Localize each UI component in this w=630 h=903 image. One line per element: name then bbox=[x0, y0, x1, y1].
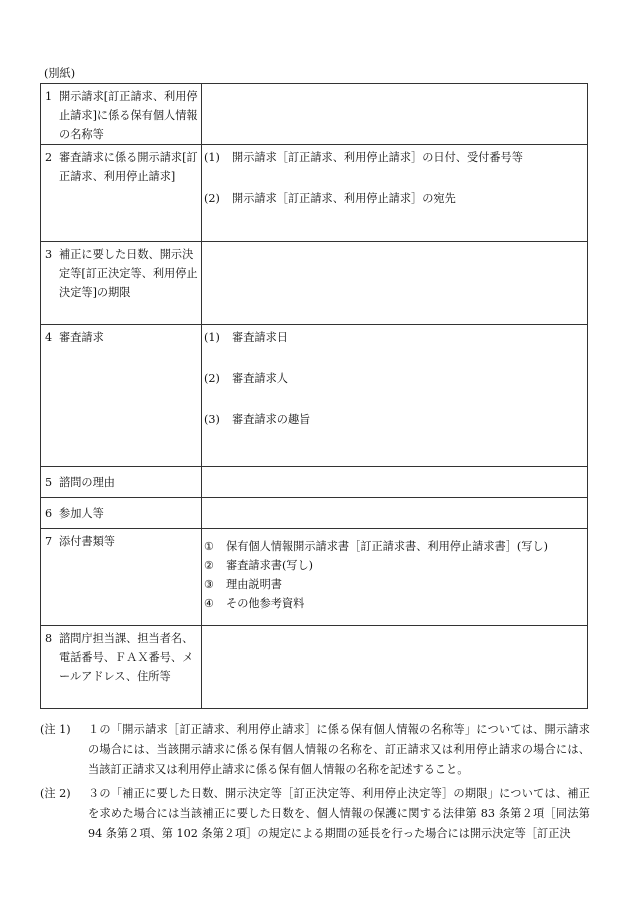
row-label: 審査請求に係る開示請求[訂正請求、利用停止請求] bbox=[59, 151, 198, 183]
item-text: 保有個人情報開示請求書［訂正請求書、利用停止請求書］(写し) bbox=[226, 540, 548, 553]
item-text: 審査請求書(写し) bbox=[226, 559, 314, 572]
notes-section bbox=[40, 720, 590, 848]
row-label-cell bbox=[41, 325, 202, 467]
row-number: 3 bbox=[45, 248, 53, 261]
item-text: 審査請求人 bbox=[232, 372, 288, 385]
note-text: １の「開示請求［訂正請求、利用停止請求］に係る保有個人情報の名称等」については、開示請求の場合には、当該開示請求に係る保有個人情報の名称を、訂正請求又は利用停止請求の場合には、当該訂正請求又は利用停止請求に係る保有個人情報の名称を記述すること。 bbox=[88, 723, 590, 776]
row-number: 4 bbox=[45, 331, 53, 344]
item-number: ④ bbox=[204, 597, 215, 610]
row-label: 開示請求[訂正請求、利用停止請求]に係る保有個人情報の名称等 bbox=[59, 90, 198, 141]
row-label: 添付書類等 bbox=[59, 535, 115, 548]
list-item bbox=[204, 575, 583, 594]
row-value-cell bbox=[202, 467, 588, 498]
row-value-cell bbox=[202, 145, 588, 242]
item-text: 理由説明書 bbox=[226, 578, 282, 591]
list-item bbox=[204, 148, 583, 167]
table-row bbox=[41, 498, 588, 529]
table-row bbox=[41, 84, 588, 145]
row-label: 諮問庁担当課、担当者名、電話番号、ＦＡＸ番号、メールアドレス、住所等 bbox=[59, 632, 194, 683]
row-value-cell bbox=[202, 325, 588, 467]
item-number: (3) bbox=[204, 413, 220, 426]
list-item bbox=[204, 594, 583, 613]
row-label-cell bbox=[41, 498, 202, 529]
row-number: 1 bbox=[45, 90, 53, 103]
row-label: 参加人等 bbox=[59, 507, 104, 520]
row-label: 補正に要した日数、開示決定等[訂正決定等、利用停止決定等]の期限 bbox=[59, 248, 198, 299]
note-label: (注 1) bbox=[40, 723, 71, 736]
item-text: 審査請求の趣旨 bbox=[232, 413, 311, 426]
list-item bbox=[204, 410, 583, 429]
row-value-cell bbox=[202, 498, 588, 529]
row-number: 6 bbox=[45, 507, 53, 520]
row-value-cell bbox=[202, 626, 588, 709]
row-number: 7 bbox=[45, 535, 53, 548]
item-number: (2) bbox=[204, 372, 220, 385]
row-label: 諮問の理由 bbox=[59, 476, 115, 489]
list-item bbox=[204, 369, 583, 388]
note-item bbox=[40, 784, 590, 844]
list-item bbox=[204, 189, 583, 208]
table-row bbox=[41, 325, 588, 467]
row-value-cell bbox=[202, 84, 588, 145]
item-number: ① bbox=[204, 540, 215, 553]
table-row bbox=[41, 242, 588, 325]
row-label-cell bbox=[41, 242, 202, 325]
inquiry-form-table bbox=[40, 83, 588, 709]
row-label-cell bbox=[41, 529, 202, 626]
table-row bbox=[41, 529, 588, 626]
item-text: その他参考資料 bbox=[226, 597, 305, 610]
item-number: (2) bbox=[204, 192, 220, 205]
list-item bbox=[204, 556, 583, 575]
item-text: 開示請求［訂正請求、利用停止請求］の宛先 bbox=[232, 192, 456, 205]
list-item bbox=[204, 328, 583, 347]
row-label-cell bbox=[41, 84, 202, 145]
row-number: 5 bbox=[45, 476, 53, 489]
item-number: ③ bbox=[204, 578, 215, 591]
row-label-cell bbox=[41, 145, 202, 242]
table-row bbox=[41, 467, 588, 498]
item-text: 開示請求［訂正請求、利用停止請求］の日付、受付番号等 bbox=[232, 151, 523, 164]
item-number: (1) bbox=[204, 331, 220, 344]
list-item bbox=[204, 537, 583, 556]
row-label-cell bbox=[41, 626, 202, 709]
row-number: 2 bbox=[45, 151, 53, 164]
row-label: 審査請求 bbox=[59, 331, 104, 344]
note-label: (注 2) bbox=[40, 787, 71, 800]
row-value-cell bbox=[202, 529, 588, 626]
row-value-cell bbox=[202, 242, 588, 325]
row-number: 8 bbox=[45, 632, 53, 645]
item-number: ② bbox=[204, 559, 215, 572]
table-row bbox=[41, 626, 588, 709]
note-text: ３の「補正に要した日数、開示決定等［訂正決定等、利用停止決定等］の期限」については、補正を求めた場合には当該補正に要した日数を、個人情報の保護に関する法律第 83 条第２項［同法第 94 条第２項、第 102 条第２項］の規定による期間の延長を行った場合には開示決定等［訂正決 bbox=[88, 787, 590, 840]
item-number: (1) bbox=[204, 151, 220, 164]
attachment-heading: (別紙) bbox=[44, 67, 76, 80]
row-label-cell bbox=[41, 467, 202, 498]
note-item bbox=[40, 720, 590, 780]
item-text: 審査請求日 bbox=[232, 331, 288, 344]
table-row bbox=[41, 145, 588, 242]
